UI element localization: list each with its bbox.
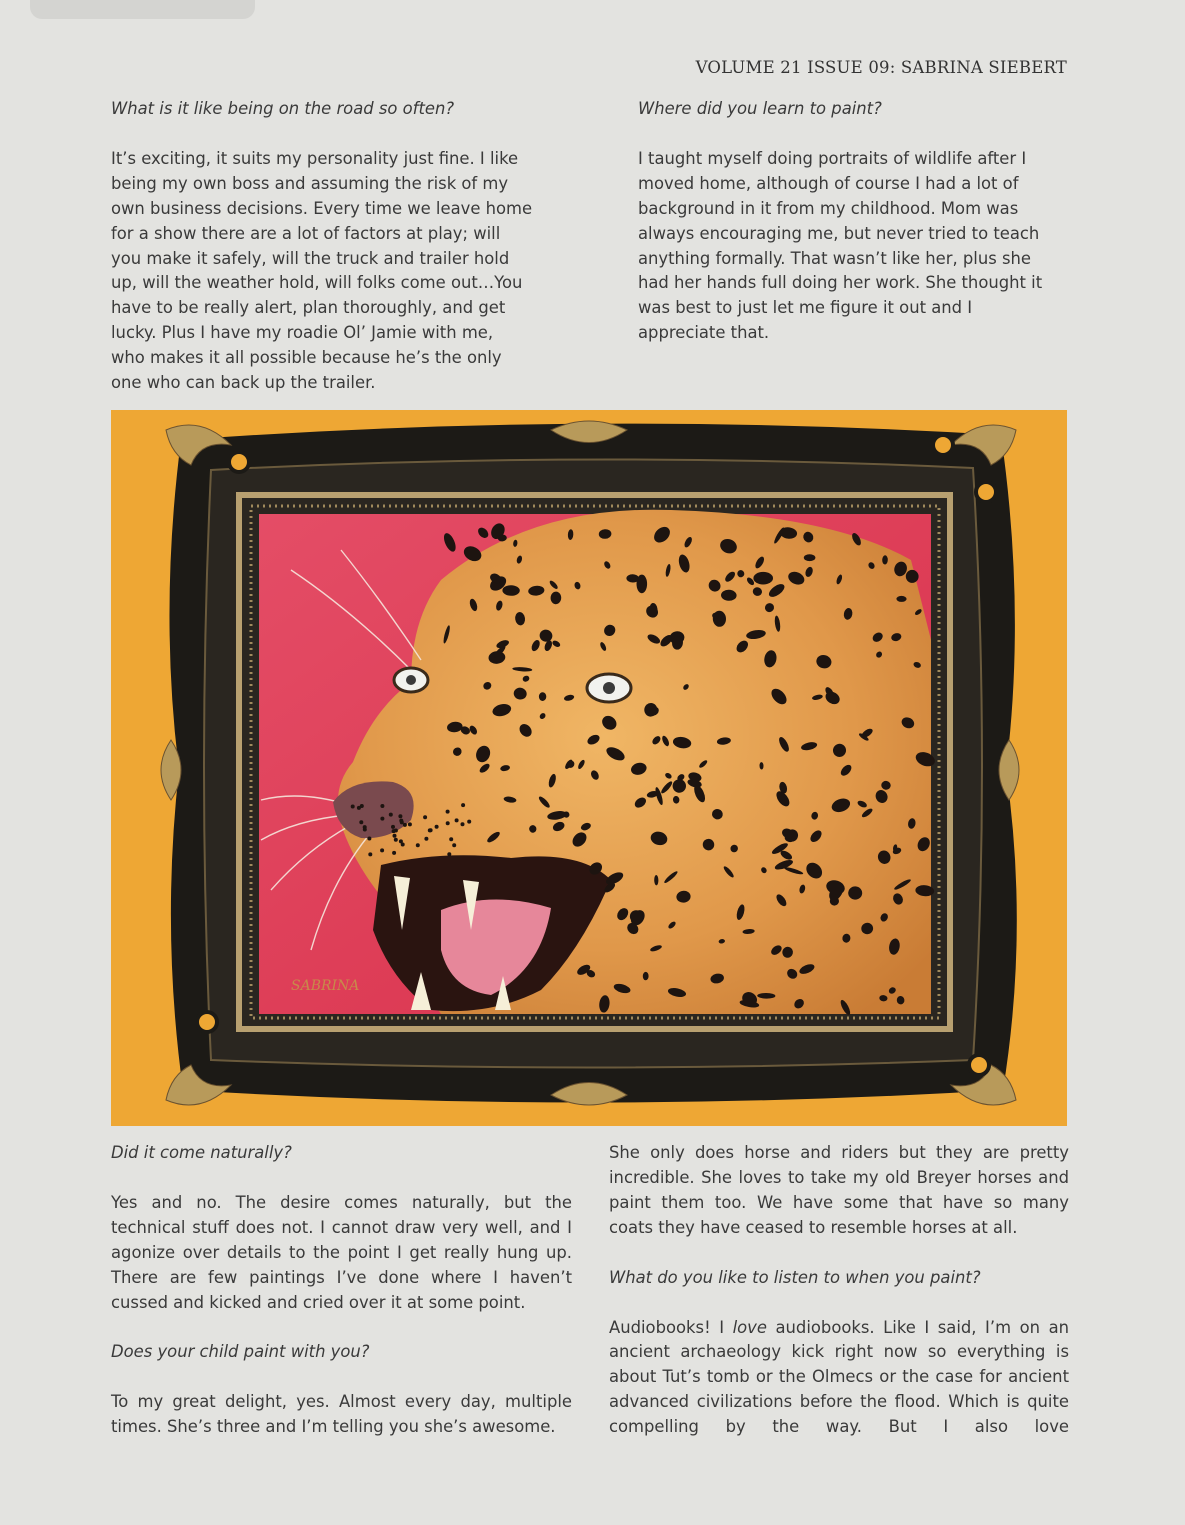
answer-line: being my own boss and assuming the risk of my	[111, 173, 509, 193]
answer-line: It’s exciting, it suits my personality just fine. I like	[111, 148, 519, 168]
muzzle-dot	[423, 815, 427, 819]
question-road: What is it like being on the road so often?	[111, 99, 455, 118]
answer-line: was best to just let me figure it out and I	[638, 298, 973, 318]
answer-line: had her hands full doing her work. She thought it	[638, 273, 1043, 293]
answer-line: lucky. Plus I have my roadie Ol’ Jamie with me,	[111, 323, 494, 343]
muzzle-dot	[389, 813, 393, 817]
answer-listen-emphasis: love	[732, 1317, 767, 1337]
answer-line: anything formally. That wasn’t like her, plus she	[638, 248, 1032, 268]
answer-line: I taught myself doing portraits of wildlife after I	[638, 148, 1027, 168]
muzzle-dot	[429, 828, 433, 832]
muzzle-dot	[467, 820, 471, 824]
issue-header: VOLUME 21 ISSUE 09: SABRINA SIEBERT	[695, 58, 1067, 77]
muzzle-dot	[461, 822, 465, 826]
top-tab	[30, 0, 255, 19]
leopard-spot	[753, 572, 773, 585]
answer-line: you make it safely, will the truck and trailer hold	[111, 248, 510, 268]
muzzle-dot	[461, 803, 465, 807]
muzzle-dot	[447, 852, 451, 856]
framed-leopard-painting-icon	[111, 410, 1067, 1126]
muzzle-dot	[367, 837, 371, 841]
muzzle-dot	[380, 848, 384, 852]
leopard-spot	[637, 575, 648, 594]
answer-naturally: Yes and no. The desire comes naturally, but the technical stuff does not. I cannot draw very well, and I agonize over details to the point I get really hung up. There are few paintings I’ve done where I haven’t cussed and kicked and cried over it at some point.	[111, 1192, 572, 1312]
right-top-column	[638, 97, 1068, 346]
answer-line: background in it from my childhood. Mom was	[638, 198, 1019, 218]
answer-line: own business decisions. Every time we leave home	[111, 198, 533, 218]
muzzle-dot	[446, 810, 450, 814]
muzzle-dot	[380, 817, 384, 821]
muzzle-dot	[452, 843, 456, 847]
muzzle-dot	[357, 806, 361, 810]
answer-line: moved home, although of course I had a lot of	[638, 173, 1019, 193]
answer-line: one who can back up the trailer.	[111, 373, 376, 393]
muzzle-dot	[408, 822, 412, 826]
right-bottom-column	[609, 1141, 1069, 1440]
answer-line: appreciate that.	[638, 323, 770, 343]
signature-text: SABRINA	[291, 978, 360, 994]
muzzle-dot	[446, 821, 450, 825]
answer-learn	[638, 147, 1068, 346]
muzzle-dot	[394, 838, 398, 842]
muzzle-dot	[399, 819, 403, 823]
muzzle-dot	[416, 843, 420, 847]
answer-line: always encouraging me, but never tried to teach	[638, 223, 1040, 243]
answer-child-continued: She only does horse and riders but they are pretty incredible. She loves to take my old Breyer horses and paint them too. We have some that have so many coats they have ceased to resemble horses at all.	[609, 1143, 1069, 1237]
muzzle-dot	[380, 804, 384, 808]
muzzle-dot	[403, 823, 407, 827]
muzzle-dot	[359, 820, 363, 824]
answer-child: To my great delight, yes. Almost every day, multiple times. She’s three and I’m telling you she’s awesome.	[111, 1392, 572, 1437]
answer-listen	[609, 1316, 1069, 1441]
question-learn: Where did you learn to paint?	[638, 99, 882, 118]
leopard-painting-photo	[111, 410, 1067, 1126]
answer-line: up, will the weather hold, will folks come out…You	[111, 273, 523, 293]
question-naturally: Did it come naturally?	[111, 1143, 292, 1162]
muzzle-dot	[398, 814, 402, 818]
answer-listen-pre: Audiobooks! I	[609, 1317, 733, 1337]
answer-listen-post: audiobooks. Like I said, I’m on an ancient archaeology kick right now so everything is about Tut’s tomb or the Olmecs or the case for ancient advanced civilizations before the flood. Which is quite compelling by the way. But I also love	[609, 1317, 1069, 1437]
left-bottom-column	[111, 1141, 572, 1440]
muzzle-dot	[363, 828, 367, 832]
muzzle-dot	[368, 852, 372, 856]
answer-line: for a show there are a lot of factors at play; will	[111, 223, 501, 243]
muzzle-dot	[424, 837, 428, 841]
left-top-column	[111, 97, 551, 396]
muzzle-dot	[392, 829, 396, 833]
muzzle-dot	[392, 851, 396, 855]
answer-line: have to be really alert, plan thoroughly, and get	[111, 298, 506, 318]
question-child: Does your child paint with you?	[111, 1342, 370, 1362]
muzzle-dot	[455, 818, 459, 822]
muzzle-dot	[399, 839, 403, 843]
answer-line: who makes it all possible because he’s the only	[111, 348, 502, 368]
muzzle-dot	[393, 834, 397, 838]
leopard-spot	[804, 554, 816, 561]
muzzle-dot	[391, 825, 395, 829]
muzzle-dot	[351, 805, 355, 809]
answer-road	[111, 147, 551, 396]
muzzle-dot	[449, 837, 453, 841]
muzzle-dot	[435, 825, 439, 829]
question-listen: What do you like to listen to when you paint?	[609, 1267, 981, 1287]
